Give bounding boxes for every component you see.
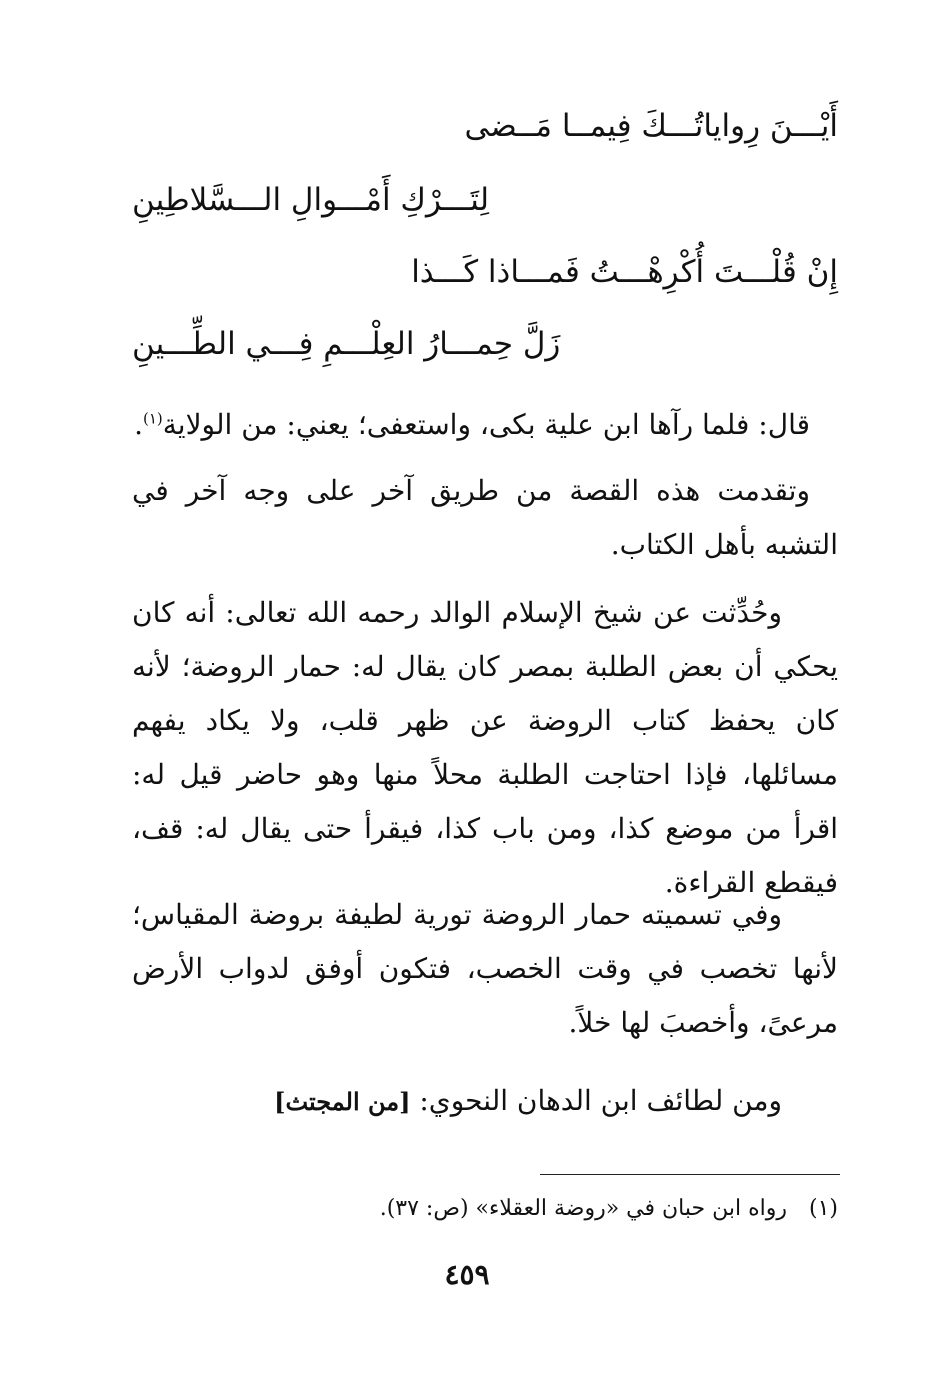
paragraph-5 (132, 1074, 838, 1129)
footnote-reference: (١) (142, 409, 163, 428)
poem-line-1: أَيْـــنَ رِواياتُـــكَ فِيمــا مَــضى (464, 108, 838, 144)
footnote (132, 1192, 838, 1226)
footnote-text: رواه ابن حبان في «روضة العقلاء» (ص: ٣٧). (379, 1196, 787, 1221)
poem-line-4: زَلَّ حِمـــارُ العِلْـــمِ فِـــي الطِّـــينِ (132, 326, 561, 362)
paragraph-3: وحُدِّثت عن شيخ الإسلام الوالد رحمه الله تعالى: أنه كان يحكي أن بعض الطلبة بمصر كان يقال له: حمار الروضة؛ لأنه كان يحفظ كتاب الروضة عن ظهر قلب، ولا يكاد يفهم مسائلها، فإذا احتاجت الطلبة محلاً منها وهو حاضر قيل له: اقرأ من موضع كذا، ومن باب كذا، فيقرأ حتى يقال له: قف، فيقطع القراءة. (132, 596, 838, 899)
footnote-number: (١) (808, 1196, 838, 1221)
paragraph-4: وفي تسميته حمار الروضة تورية لطيفة بروضة المقياس؛ لأنها تخصب في وقت الخصب، فتكون أوفق لدواب الأرض مرعىً، وأخصبَ لها خلاً. (132, 898, 838, 1039)
poem-line-2: لِتَـــرْكِ أَمْـــوالِ الـــسَّلاطِينِ (132, 182, 490, 218)
poetic-meter-label: [من المجتث] (274, 1087, 411, 1116)
paragraph-1 (132, 398, 838, 452)
paragraph-1-text: قال: فلما رآها ابن علية بكى، واستعفى؛ يعني: من الولاية (162, 408, 810, 441)
paragraph-5-text: ومن لطائف ابن الدهان النحوي: (410, 1084, 782, 1117)
paragraph-1-end: . (134, 408, 143, 441)
page-number: ٤٥٩ (444, 1258, 490, 1291)
paragraph-2: وتقدمت هذه القصة من طريق آخر على وجه آخر في التشبه بأهل الكتاب. (132, 474, 838, 561)
footnote-divider (540, 1174, 840, 1175)
poem-line-3: إِنْ قُلْـــتَ أُكْرِهْـــتُ فَمـــاذا كَـــذا (411, 254, 838, 290)
